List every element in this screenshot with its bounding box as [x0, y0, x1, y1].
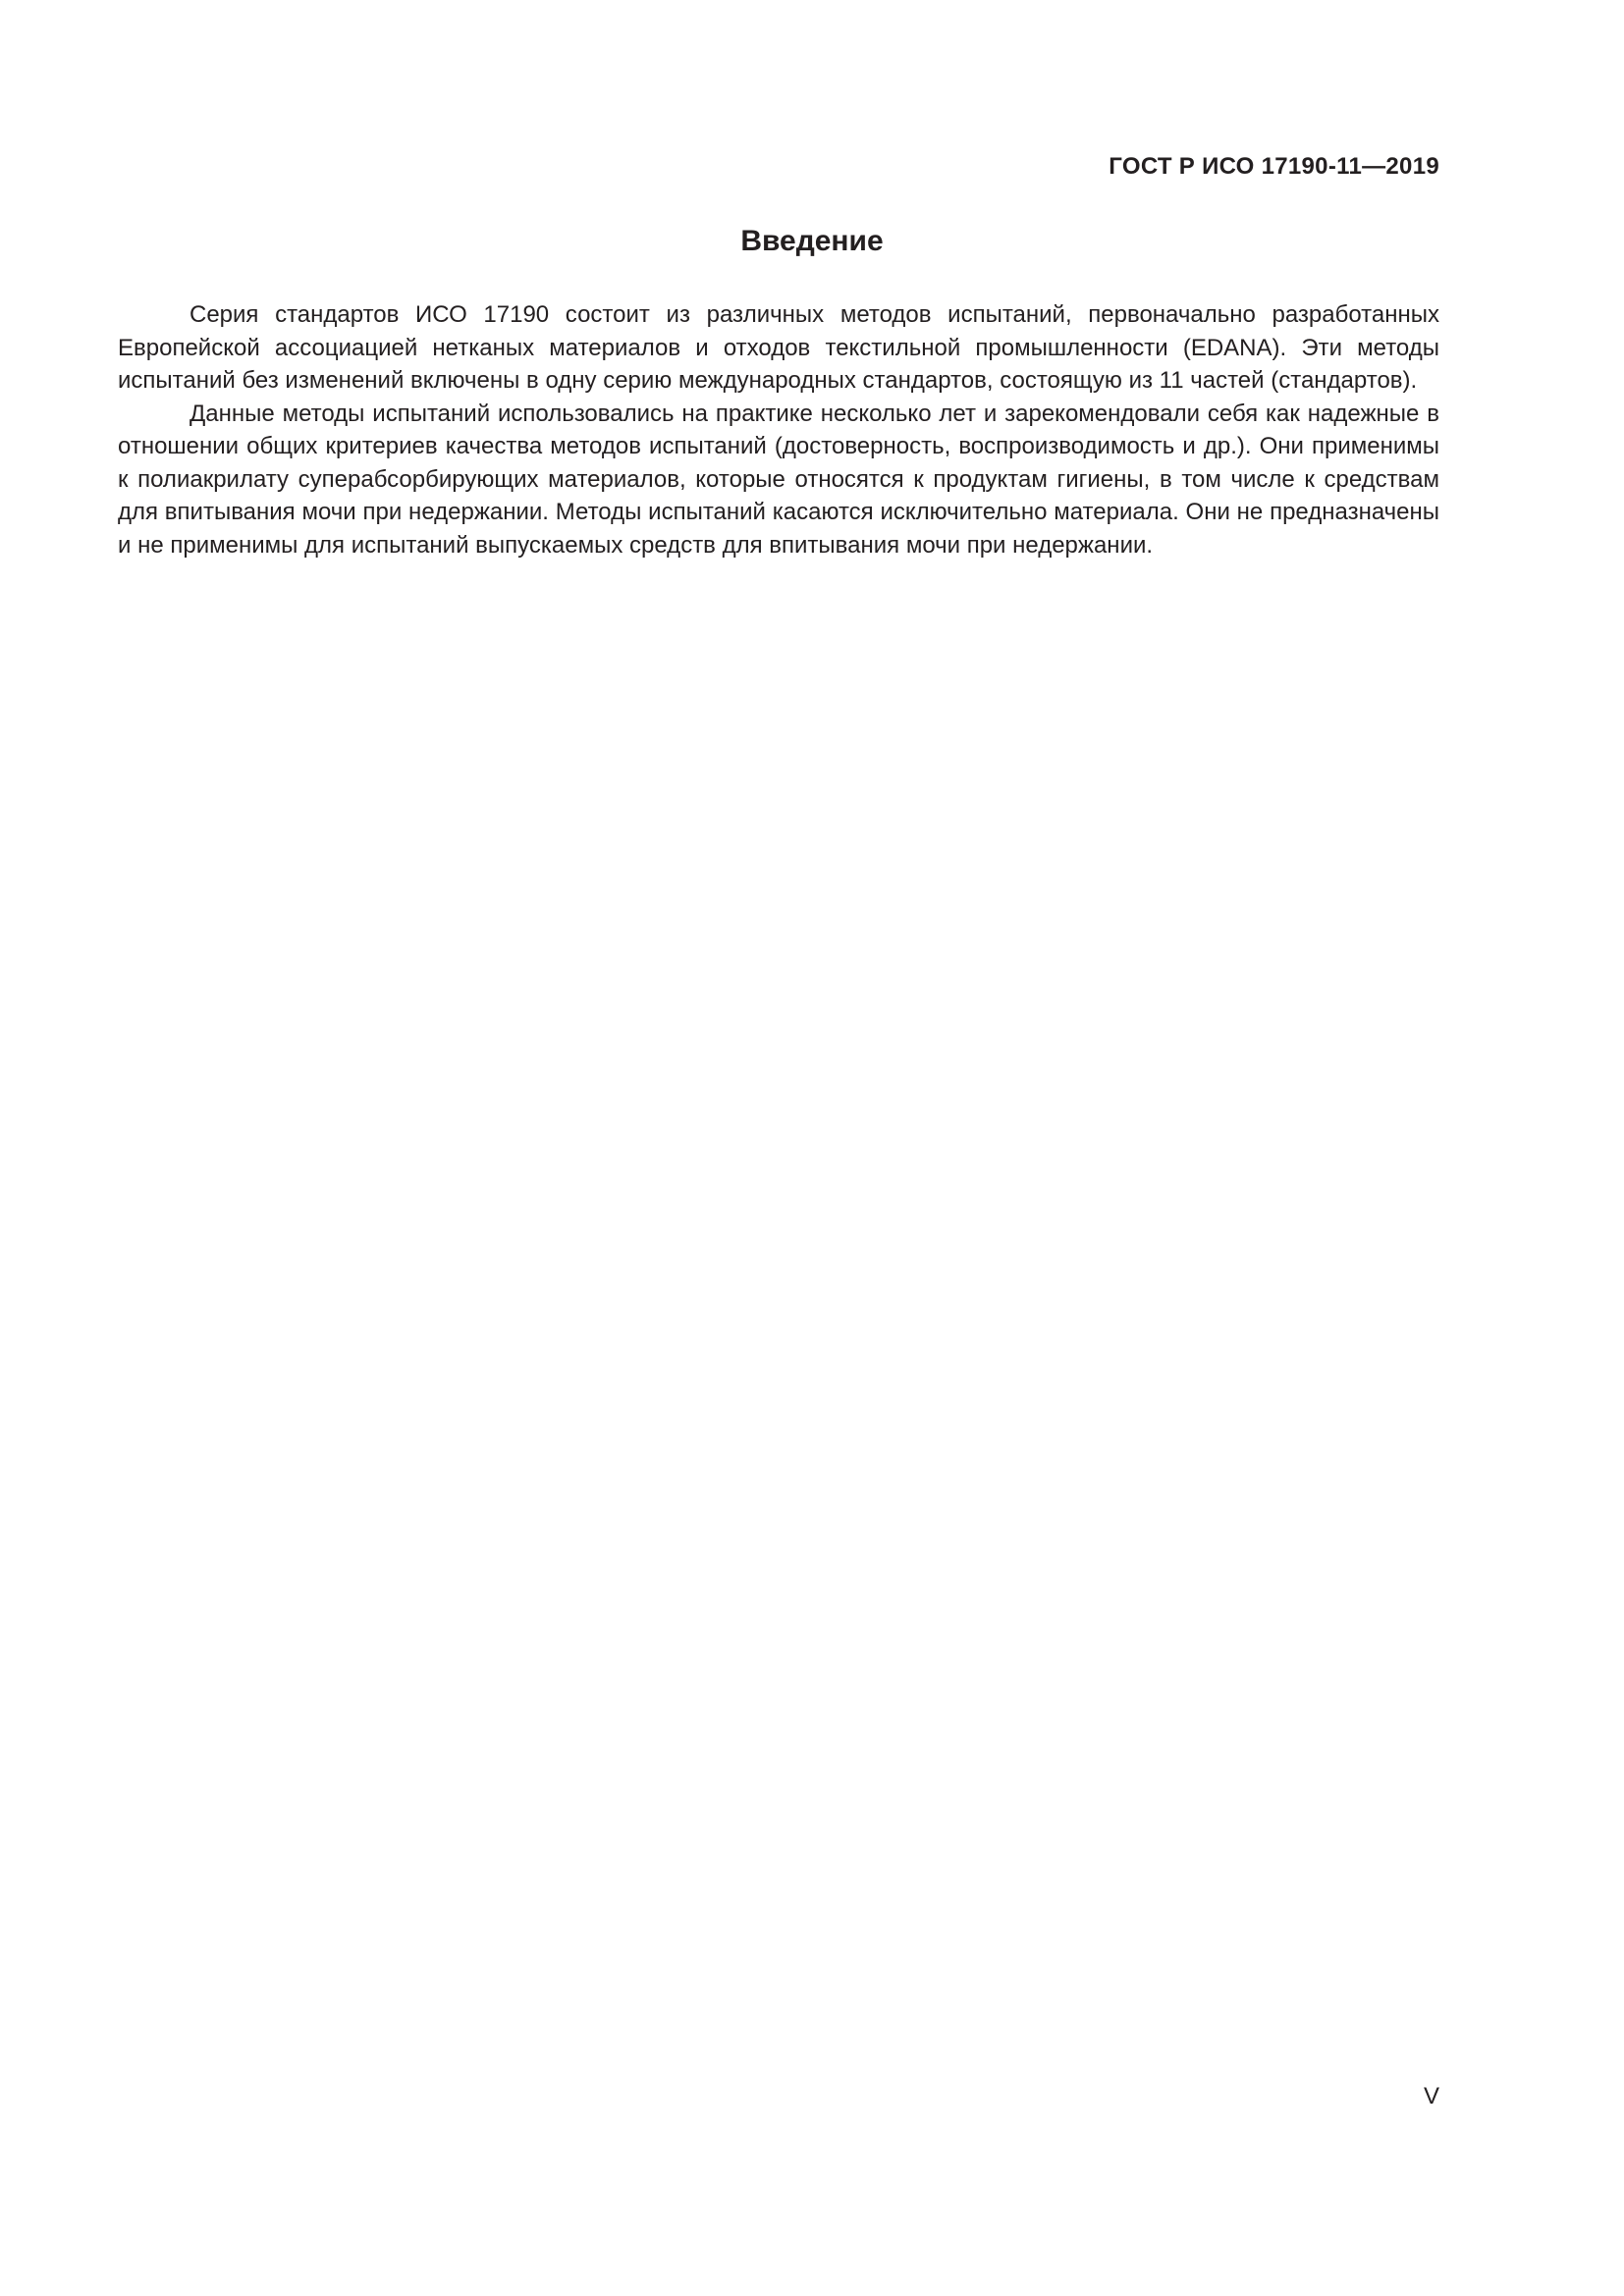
document-code-header: ГОСТ Р ИСО 17190-11—2019 — [1109, 153, 1439, 180]
paragraph: Серия стандартов ИСО 17190 состоит из различных методов испытаний, первоначально разработанных Европейской ассоциацией нетканых материалов и отходов текстильной промышленности (EDANA). Эти методы испытаний без изменений включены в одну серию международных стандартов, состоящую из 11 частей (стандартов). — [118, 301, 1439, 394]
section-title: Введение — [740, 225, 884, 257]
introduction-body — [118, 298, 1439, 561]
paragraph: Данные методы испытаний использовались на практике несколько лет и зарекомендовали себя как надежные в отношении общих критериев качества методов испытаний (достоверность, воспроизводимость и др.). Они применимы к полиакрилату суперабсорбирующих материалов, которые относятся к продуктам гигиены, в том числе к средствам для впитывания мочи при недержании. Методы испытаний касаются исключительно материала. Они не предназначены и не применимы для испытаний выпускаемых средств для впитывания мочи при недержании. — [118, 400, 1439, 559]
page-number: V — [1423, 2083, 1439, 2109]
